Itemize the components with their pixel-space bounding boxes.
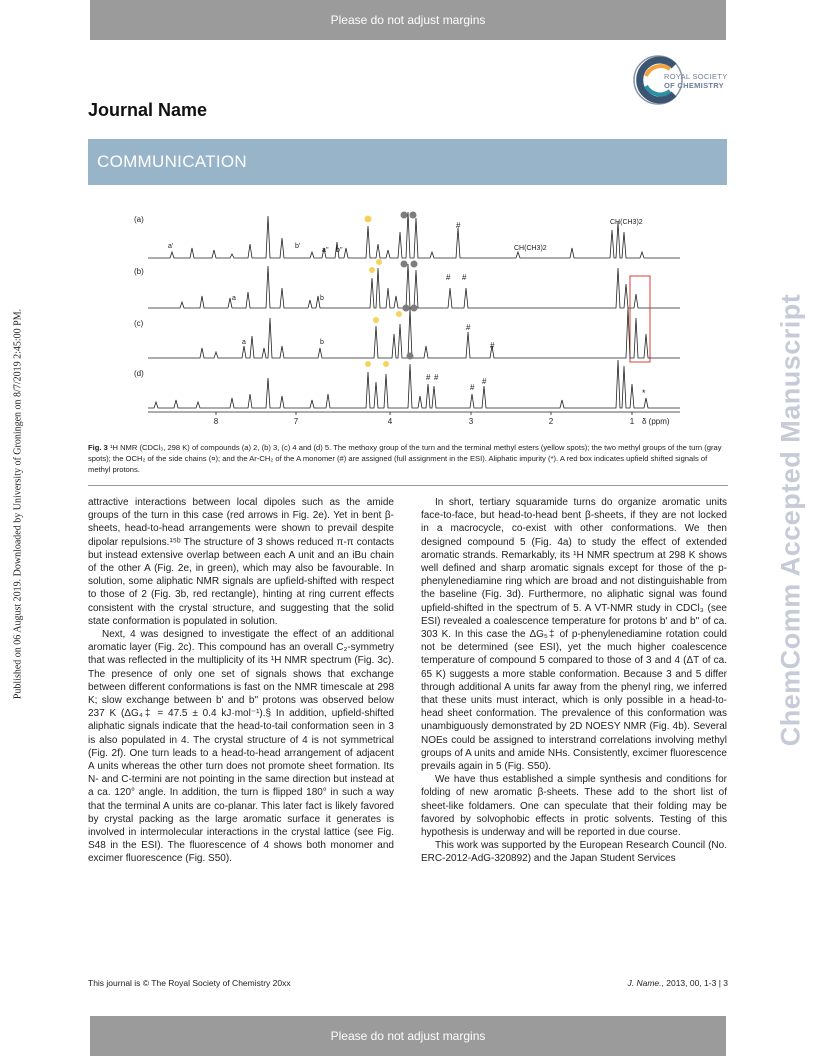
- bottom-margin-banner: Please do not adjust margins: [90, 1016, 726, 1056]
- logo-line-2: OF CHEMISTRY: [664, 80, 724, 90]
- body-column-right: [421, 496, 727, 866]
- figure-caption: [88, 442, 728, 475]
- peak-label-b-prime: b': [295, 243, 301, 250]
- body-column-left: [88, 496, 394, 866]
- peak-label-a-dprime: a'': [322, 247, 329, 254]
- peak-label-a: a: [232, 295, 236, 302]
- nmr-spectra-figure: [130, 208, 690, 430]
- peak-label-b-dprime: b'': [336, 247, 343, 254]
- axis-tick-3: 3: [468, 417, 474, 426]
- gray-spot: [411, 305, 418, 312]
- accepted-manuscript-watermark: ChemComm Accepted Manuscript: [775, 293, 806, 747]
- hash-marker: #: [470, 383, 475, 392]
- hash-marker: #: [490, 341, 495, 350]
- peak-label-b: b: [320, 295, 324, 302]
- body-paragraph: This work was supported by the European Research Council (No. ERC-2012-AdG-320892) and the Japan Student Services: [421, 840, 727, 865]
- gray-spot: [411, 261, 418, 268]
- yellow-spot: [383, 361, 389, 367]
- journal-name: Journal Name: [88, 100, 208, 120]
- hash-marker: #: [446, 273, 451, 282]
- axis-tick-7: 7: [293, 417, 299, 426]
- axis-tick-2: 2: [548, 417, 554, 426]
- footer-citation-rest: , 2013, 00, 1-3 | 3: [661, 978, 728, 988]
- panel-label-d: (d): [134, 369, 144, 378]
- footer-journal-abbrev: J. Name.: [627, 978, 662, 988]
- caption-text: ¹H NMR (CDCl₃, 298 K) of compounds (a) 2, (b) 3, (c) 4 and (d) 5. The methoxy group of the turn and the terminal methyl esters (yellow spots); the two methyl groups of the turn (gray spots); the OCH₂ of the side chains (¤); and the Ar-CH₂ of the A monomer (#) are assigned (full assignment in the ESI). Aliphatic impurity (*). A red box indicates upfield shifted signals of methyl protons.: [88, 443, 722, 474]
- footer-copyright: This journal is © The Royal Society of Chemistry 20xx: [88, 978, 291, 988]
- hash-marker: #: [462, 273, 467, 282]
- rsc-logo-text: [664, 73, 728, 90]
- gray-spot: [403, 305, 410, 312]
- axis-tick-8: 8: [213, 417, 219, 426]
- axis-tick-4: 4: [387, 417, 393, 426]
- panel-a: [134, 212, 680, 259]
- gray-spot: [407, 353, 414, 360]
- yellow-spot: [365, 361, 371, 367]
- ch-label-b: CH(CH3)2: [610, 219, 643, 226]
- peak-label-a-prime: a': [168, 243, 174, 250]
- peak-label-b: b: [320, 339, 324, 346]
- caption-divider: [88, 485, 728, 486]
- panel-label-b: (b): [134, 267, 144, 276]
- panel-label-c: (c): [134, 319, 144, 328]
- body-paragraph: attractive interactions between local dipoles such as the amide groups of the turn in this case (red arrows in Fig. 2e). Yet in bent β-sheets, head-to-head arrangements were shown to prevail despite dipolar repulsions.¹⁵ᵇ The structure of 3 shows reduced π-π contacts but instead extensive overlap between each A unit and an iBu chain of the other A (Fig. 2e, in green), which may also be favourable. In solution, some aliphatic NMR signals are upfield-shifted with respect to those of 2 (Fig. 3b, red rectangle), hinting at ring current effects consistent with the crystal structure, and suggesting that the solid state conformation is populated in solution.: [88, 497, 394, 627]
- hash-marker: #: [466, 323, 471, 332]
- gray-spot: [401, 212, 408, 219]
- body-paragraph: In short, tertiary squaramide turns do organize aromatic units face-to-face, but head-to-head bent β-sheets, if they are not locked in a macrocycle, co-exist with other conformations. We then designed compound 5 (Fig. 4a) to study the effect of extended aromatic strands. Remarkably, its ¹H NMR spectrum at 298 K shows well defined and sharp aromatic signals except for those of the p-phenylenediamine ring which are broad and not distinguishable from the baseline (Fig. 3d). Furthermore, no aliphatic signal was found upfield-shifted in the spectrum of 5. A VT-NMR study in CDCl₃ (see ESI) revealed a coalescence temperature for protons b' and b'' of ca. 303 K. In this case the ΔG₅‡ of p-phenylenediamine rotation could not be determined (see ESI), yet the much higher coalescence temperature of compound 5 compared to those of 3 and 4 (ΔT of ca. 65 K) suggests a more stable conformation. Because 3 and 5 differ through additional A units far away from the phenyl ring, we inferred that these units must interact, which is only possible in a head-to-head sheet conformation. The prevalence of this conformation was unambiguously demonstrated by 2D NOESY NMR (Fig. 4b). Several NOEs could be assigned to interstrand correlations involving methyl groups of A units and amide NHs. Consistently, excimer fluorescence prevails again in 5 (Fig. S50).: [421, 497, 727, 773]
- ppm-axis: [148, 412, 680, 426]
- gray-spot: [401, 261, 408, 268]
- yellow-spot: [369, 267, 375, 273]
- ch-label-a: CH(CH3)2: [514, 245, 547, 252]
- panel-label-a: (a): [134, 215, 144, 224]
- peak-label-a: a: [242, 339, 246, 346]
- yellow-spot: [365, 216, 372, 223]
- yellow-spot: [376, 259, 382, 265]
- top-margin-banner: Please do not adjust margins: [90, 0, 726, 40]
- axis-unit-label: δ (ppm): [642, 417, 670, 426]
- gray-spot: [410, 212, 417, 219]
- hash-marker: #: [456, 221, 461, 230]
- panel-c: [134, 305, 680, 359]
- publication-note-text: Published on 06 August 2019. Downloaded by University of Groningen on 8/7/2019 2:45:00 PM.: [12, 308, 24, 700]
- hash-marker: #: [426, 373, 431, 382]
- impurity-marker: *: [642, 388, 646, 398]
- body-paragraph: We have thus established a simple synthesis and conditions for folding of new aromatic β-sheets. These add to the short list of sheet-like foldamers. One can speculate that their folding may be favored by solvophobic effects in protic solvents. Testing of this hypothesis is underway and will be reported in due course.: [421, 774, 727, 839]
- footer-citation: [500, 978, 728, 988]
- logo-line-1: ROYAL SOCIETY: [664, 72, 728, 81]
- panel-d: [134, 353, 680, 409]
- axis-tick-1: 1: [629, 417, 635, 426]
- hash-marker: #: [482, 377, 487, 386]
- body-paragraph: Next, 4 was designed to investigate the effect of an additional aromatic layer (Fig. 2c). This compound has an overall C₂-symmetry that was reflected in the multiplicity of its ¹H NMR spectrum (Fig. 3c). The presence of only one set of signals shows that exchange between different conformations is fast on the NMR timescale at 298 K; slow exchange between b' and b'' protons was observed below 237 K (ΔG₄‡ = 47.5 ± 0.4 kJ·mol⁻¹).§ In addition, upfield-shifted aliphatic signals indicate that the head-to-tail conformation seen in 3 is also populated in 4. The crystal structure of 4 is not symmetrical (Fig. 2f). One turn leads to a head-to-head arrangement of adjacent A units whereas the other turn does not promote sheet formation. Its N- and C-termini are not pointing in the same direction but instead at a ca. 120° angle. In addition, the turn is flipped 180° in such a way that the terminal A units are co-planar. This later fact is likely favored by crystal packing as the large aromatic surface it generates is involved in intermolecular interactions in the crystal lattice (see Fig. S48 in the ESI). The fluorescence of 4 shows both monomer and excimer fluorescence (Fig. S50).: [88, 629, 394, 865]
- yellow-spot: [373, 317, 379, 323]
- section-header-communication: COMMUNICATION: [88, 139, 727, 185]
- hash-marker: #: [434, 373, 439, 382]
- yellow-spot: [396, 311, 402, 317]
- caption-label: Fig. 3: [88, 443, 108, 452]
